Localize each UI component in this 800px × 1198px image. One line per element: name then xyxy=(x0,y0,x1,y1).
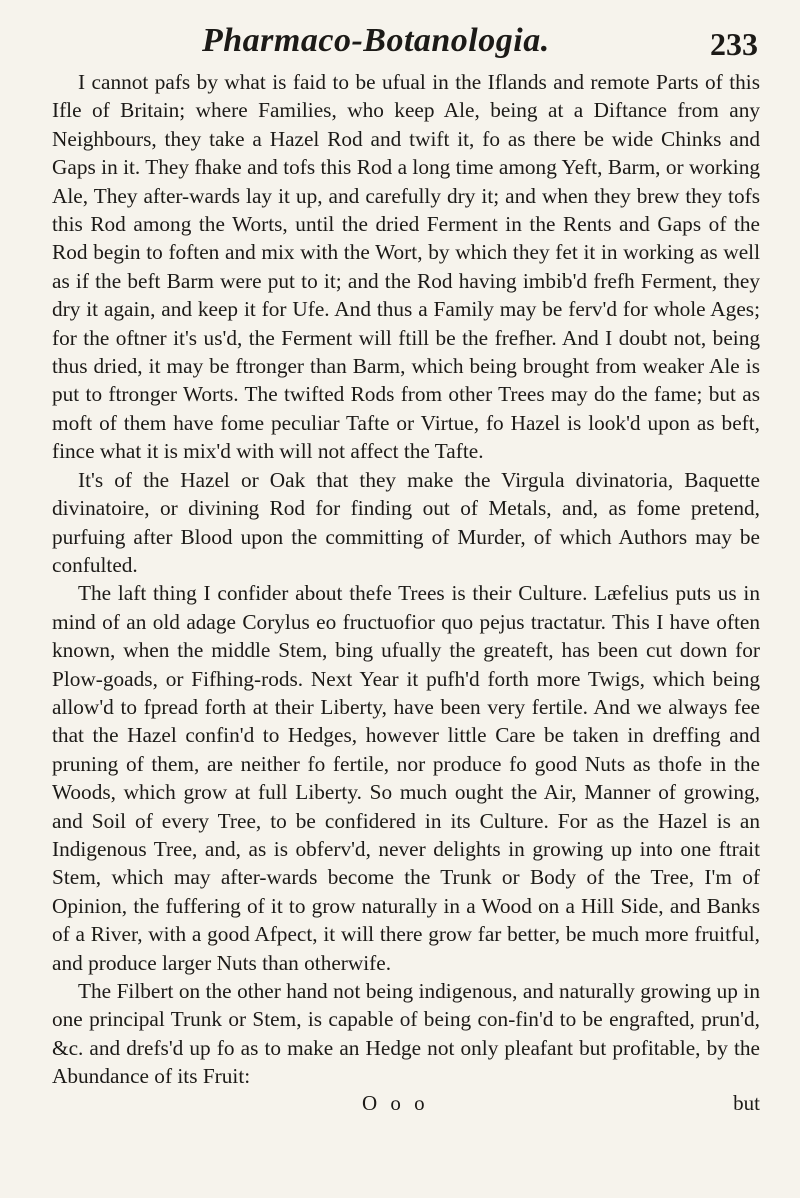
paragraph: The Filbert on the other hand not being indigenous, and naturally growing up in one principal Trunk or Stem, is capable of being con-fin'd to be engrafted, prun'd, &c. and drefs'd up fo as to make an Hedge not only pleafant but profitable, by the Abundance of its Fruit: xyxy=(52,979,760,1089)
paragraph: The laft thing I confider about thefe Trees is their Culture. Læfelius puts us in mind of an old adage Corylus eo fructuofior quo pejus tractatur. This I have often known, when the middle Stem, bing ufually the greateft, has been cut down for Plow-goads, or Fifhing-rods. Next Year it pufh'd forth more Twigs, which being allow'd to fpread forth at their Liberty, have been very fertile. And we always fee that the Hazel confin'd to Hedges, however little Care be taken in dreffing and pruning of them, are neither fo fertile, nor produce fo good Nuts as thofe in the Woods, which grow at full Liberty. So much ought the Air, Manner of growing, and Soil of every Tree, to be confidered in its Culture. For as the Hazel is an Indigenous Tree, and, as is obferv'd, never delights in growing up into one ftrait Stem, which may after-wards become the Trunk or Body of the Tree, I'm of Opinion, the fuffering of it to grow naturally in a Wood on a Hill Side, and Banks of a River, with a good Afpect, it will there grow far better, be much more fruitful, and produce larger Nuts than otherwife. xyxy=(52,581,760,975)
page-number: 233 xyxy=(710,26,758,62)
catchword: but xyxy=(733,1090,760,1115)
paragraph: It's of the Hazel or Oak that they make the Virgula divinatoria, Baquette divinatoire, or divining Rod for finding out of Metals, and, as fome pretend, purfuing after Blood upon the committing of Murder, of which Authors may be confulted. xyxy=(52,467,760,577)
signature-mark: O o o xyxy=(362,1090,429,1115)
page-header xyxy=(52,12,760,68)
page-footer xyxy=(52,1091,760,1121)
body-text xyxy=(52,68,760,1091)
paragraph: I cannot pafs by what is faid to be ufual in the Iflands and remote Parts of this Ifle of Britain; where Families, who keep Ale, being at a Diftance from any Neighbours, they take a Hazel Rod and twift it, fo as there be wide Chinks and Gaps in it. They fhake and tofs this Rod a long time among Yeft, Barm, or working Ale, They after-wards lay it up, and carefully dry it; and when they brew they tofs this Rod among the Worts, until the dried Ferment in the Rents and Gaps of the Rod begin to foften and mix with the Wort, by which they fet it in working as well as if the beft Barm were put to it; and the Rod having imbib'd frefh Ferment, they dry it again, and keep it for Ufe. And thus a Family may be ferv'd for whole Ages; for the oftner it's us'd, the Ferment will ftill be the frefher. And I doubt not, being thus dried, it may be ftronger than Barm, which being brought from weaker Ale is put to ftronger Worts. The twifted Rods from other Trees may do the fame; but as moft of them have fome peculiar Tafte or Virtue, fo Hazel is look'd upon as beft, fince what it is mix'd with will not affect the Tafte. xyxy=(52,70,760,464)
running-head: Pharmaco-Botanologia. xyxy=(202,22,550,59)
